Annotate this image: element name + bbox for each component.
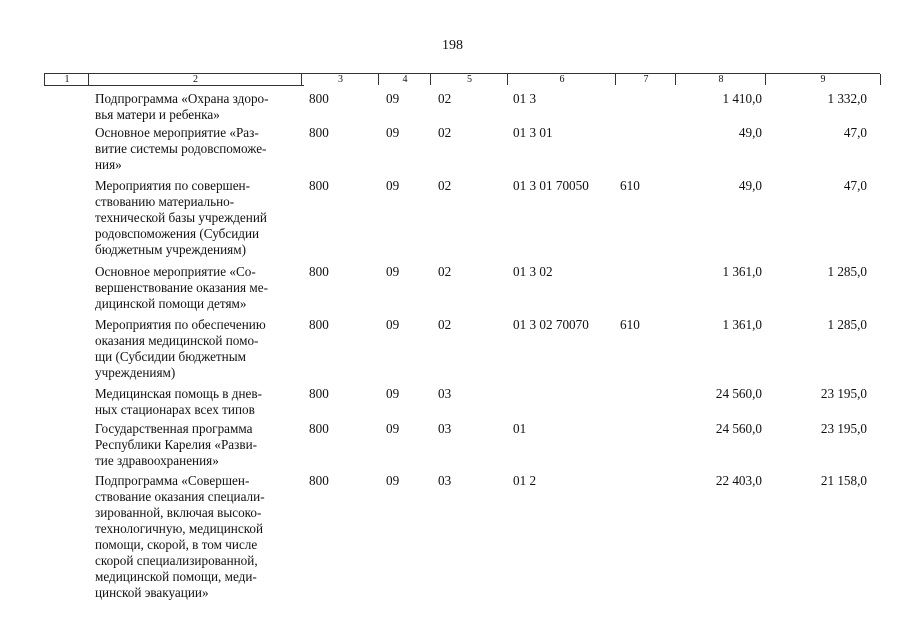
- row-name-line: ствование оказания специали-: [95, 489, 265, 504]
- row-subsection-code: 03: [438, 473, 452, 488]
- row-name-line: бюджетным учреждениям): [95, 242, 246, 257]
- header-col-5: 5: [430, 74, 508, 85]
- row-section-code: 09: [386, 386, 400, 401]
- header-col-7: 7: [615, 74, 676, 85]
- row-name-line: Основное мероприятие «Со-: [95, 264, 256, 279]
- row-subsection-code: 03: [438, 421, 452, 436]
- row-name-line: щи (Субсидии бюджетным: [95, 349, 246, 364]
- row-target-article: 01: [513, 421, 527, 436]
- row-section-code: 09: [386, 178, 400, 193]
- row-name-line: технологичную, медицинской: [95, 521, 264, 536]
- row-name-line: тие здравоохранения»: [95, 453, 219, 468]
- row-target-article: 01 3 02: [513, 264, 553, 279]
- row-amount-col9: 47,0: [843, 125, 867, 140]
- row-subsection-code: 02: [438, 317, 452, 332]
- row-name: [95, 473, 300, 601]
- row-section-code: 09: [386, 91, 400, 106]
- row-name-line: вья матери и ребенка»: [95, 107, 220, 122]
- row-expense-type: 610: [620, 317, 640, 332]
- row-section-code: 09: [386, 317, 400, 332]
- row-ministry-code: 800: [309, 317, 329, 332]
- row-name-line: цинской эвакуации»: [95, 585, 209, 600]
- row-amount-col8: 24 560,0: [715, 386, 762, 401]
- row-name-line: Республики Карелия «Разви-: [95, 437, 258, 452]
- table-header: [44, 73, 880, 86]
- row-subsection-code: 03: [438, 386, 452, 401]
- header-col-4: 4: [378, 74, 431, 85]
- row-name-line: зированной, включая высоко-: [95, 505, 262, 520]
- row-name-line: Медицинская помощь в днев-: [95, 386, 263, 401]
- row-amount-col9: 1 285,0: [827, 317, 867, 332]
- row-ministry-code: 800: [309, 125, 329, 140]
- row-name: [95, 91, 300, 123]
- row-target-article: 01 2: [513, 473, 537, 488]
- row-name-line: Подпрограмма «Совершен-: [95, 473, 250, 488]
- row-name-line: помощи, скорой, в том числе: [95, 537, 258, 552]
- row-amount-col9: 1 285,0: [827, 264, 867, 279]
- row-amount-col9: 47,0: [843, 178, 867, 193]
- row-target-article: 01 3 02 70070: [513, 317, 589, 332]
- row-ministry-code: 800: [309, 386, 329, 401]
- header-col-1: 1: [44, 74, 89, 85]
- row-section-code: 09: [386, 473, 400, 488]
- row-name-line: технической базы учреждений: [95, 210, 267, 225]
- row-name-line: скорой специализированной,: [95, 553, 258, 568]
- row-name-line: дицинской помощи детям»: [95, 296, 247, 311]
- header-col-8: 8: [675, 74, 766, 85]
- row-name-line: ствованию материально-: [95, 194, 235, 209]
- header-col-3: 3: [301, 74, 379, 85]
- row-amount-col8: 22 403,0: [715, 473, 762, 488]
- row-section-code: 09: [386, 125, 400, 140]
- row-amount-col9: 1 332,0: [827, 91, 867, 106]
- row-amount-col9: 23 195,0: [820, 386, 867, 401]
- row-ministry-code: 800: [309, 91, 329, 106]
- row-name-line: родовспоможения (Субсидии: [95, 226, 260, 241]
- row-amount-col9: 23 195,0: [820, 421, 867, 436]
- header-col-6: 6: [507, 74, 616, 85]
- row-amount-col8: 1 410,0: [722, 91, 762, 106]
- row-name: [95, 178, 300, 258]
- row-amount-col8: 24 560,0: [715, 421, 762, 436]
- row-ministry-code: 800: [309, 178, 329, 193]
- row-subsection-code: 02: [438, 178, 452, 193]
- page-number: 198: [442, 38, 463, 53]
- row-name: [95, 421, 300, 469]
- row-target-article: 01 3 01 70050: [513, 178, 589, 193]
- row-name-line: ния»: [95, 157, 122, 172]
- row-name-line: Подпрограмма «Охрана здоро-: [95, 91, 269, 106]
- row-amount-col8: 1 361,0: [722, 317, 762, 332]
- row-section-code: 09: [386, 421, 400, 436]
- row-name-line: оказания медицинской помо-: [95, 333, 259, 348]
- row-target-article: 01 3: [513, 91, 537, 106]
- row-name: [95, 125, 300, 173]
- row-amount-col8: 49,0: [738, 178, 762, 193]
- row-name-line: Мероприятия по обеспечению: [95, 317, 266, 332]
- row-name-line: вершенствование оказания ме-: [95, 280, 268, 295]
- row-target-article: 01 3 01: [513, 125, 553, 140]
- row-name-line: учреждениям): [95, 365, 176, 380]
- row-section-code: 09: [386, 264, 400, 279]
- row-expense-type: 610: [620, 178, 640, 193]
- row-ministry-code: 800: [309, 264, 329, 279]
- header-col-9: 9: [765, 74, 881, 85]
- row-name-line: Мероприятия по совершен-: [95, 178, 250, 193]
- row-subsection-code: 02: [438, 125, 452, 140]
- header-bottom-rule: [44, 85, 304, 86]
- row-name-line: ных стационарах всех типов: [95, 402, 255, 417]
- header-col-2: 2: [88, 74, 302, 85]
- row-amount-col8: 1 361,0: [722, 264, 762, 279]
- row-amount-col9: 21 158,0: [820, 473, 867, 488]
- row-name-line: Основное мероприятие «Раз-: [95, 125, 259, 140]
- row-name: [95, 317, 300, 381]
- row-ministry-code: 800: [309, 473, 329, 488]
- row-name-line: медицинской помощи, меди-: [95, 569, 257, 584]
- row-name-line: витие системы родовспоможе-: [95, 141, 267, 156]
- row-amount-col8: 49,0: [738, 125, 762, 140]
- row-subsection-code: 02: [438, 264, 452, 279]
- row-name: [95, 264, 300, 312]
- row-subsection-code: 02: [438, 91, 452, 106]
- row-name: [95, 386, 300, 418]
- row-name-line: Государственная программа: [95, 421, 253, 436]
- row-ministry-code: 800: [309, 421, 329, 436]
